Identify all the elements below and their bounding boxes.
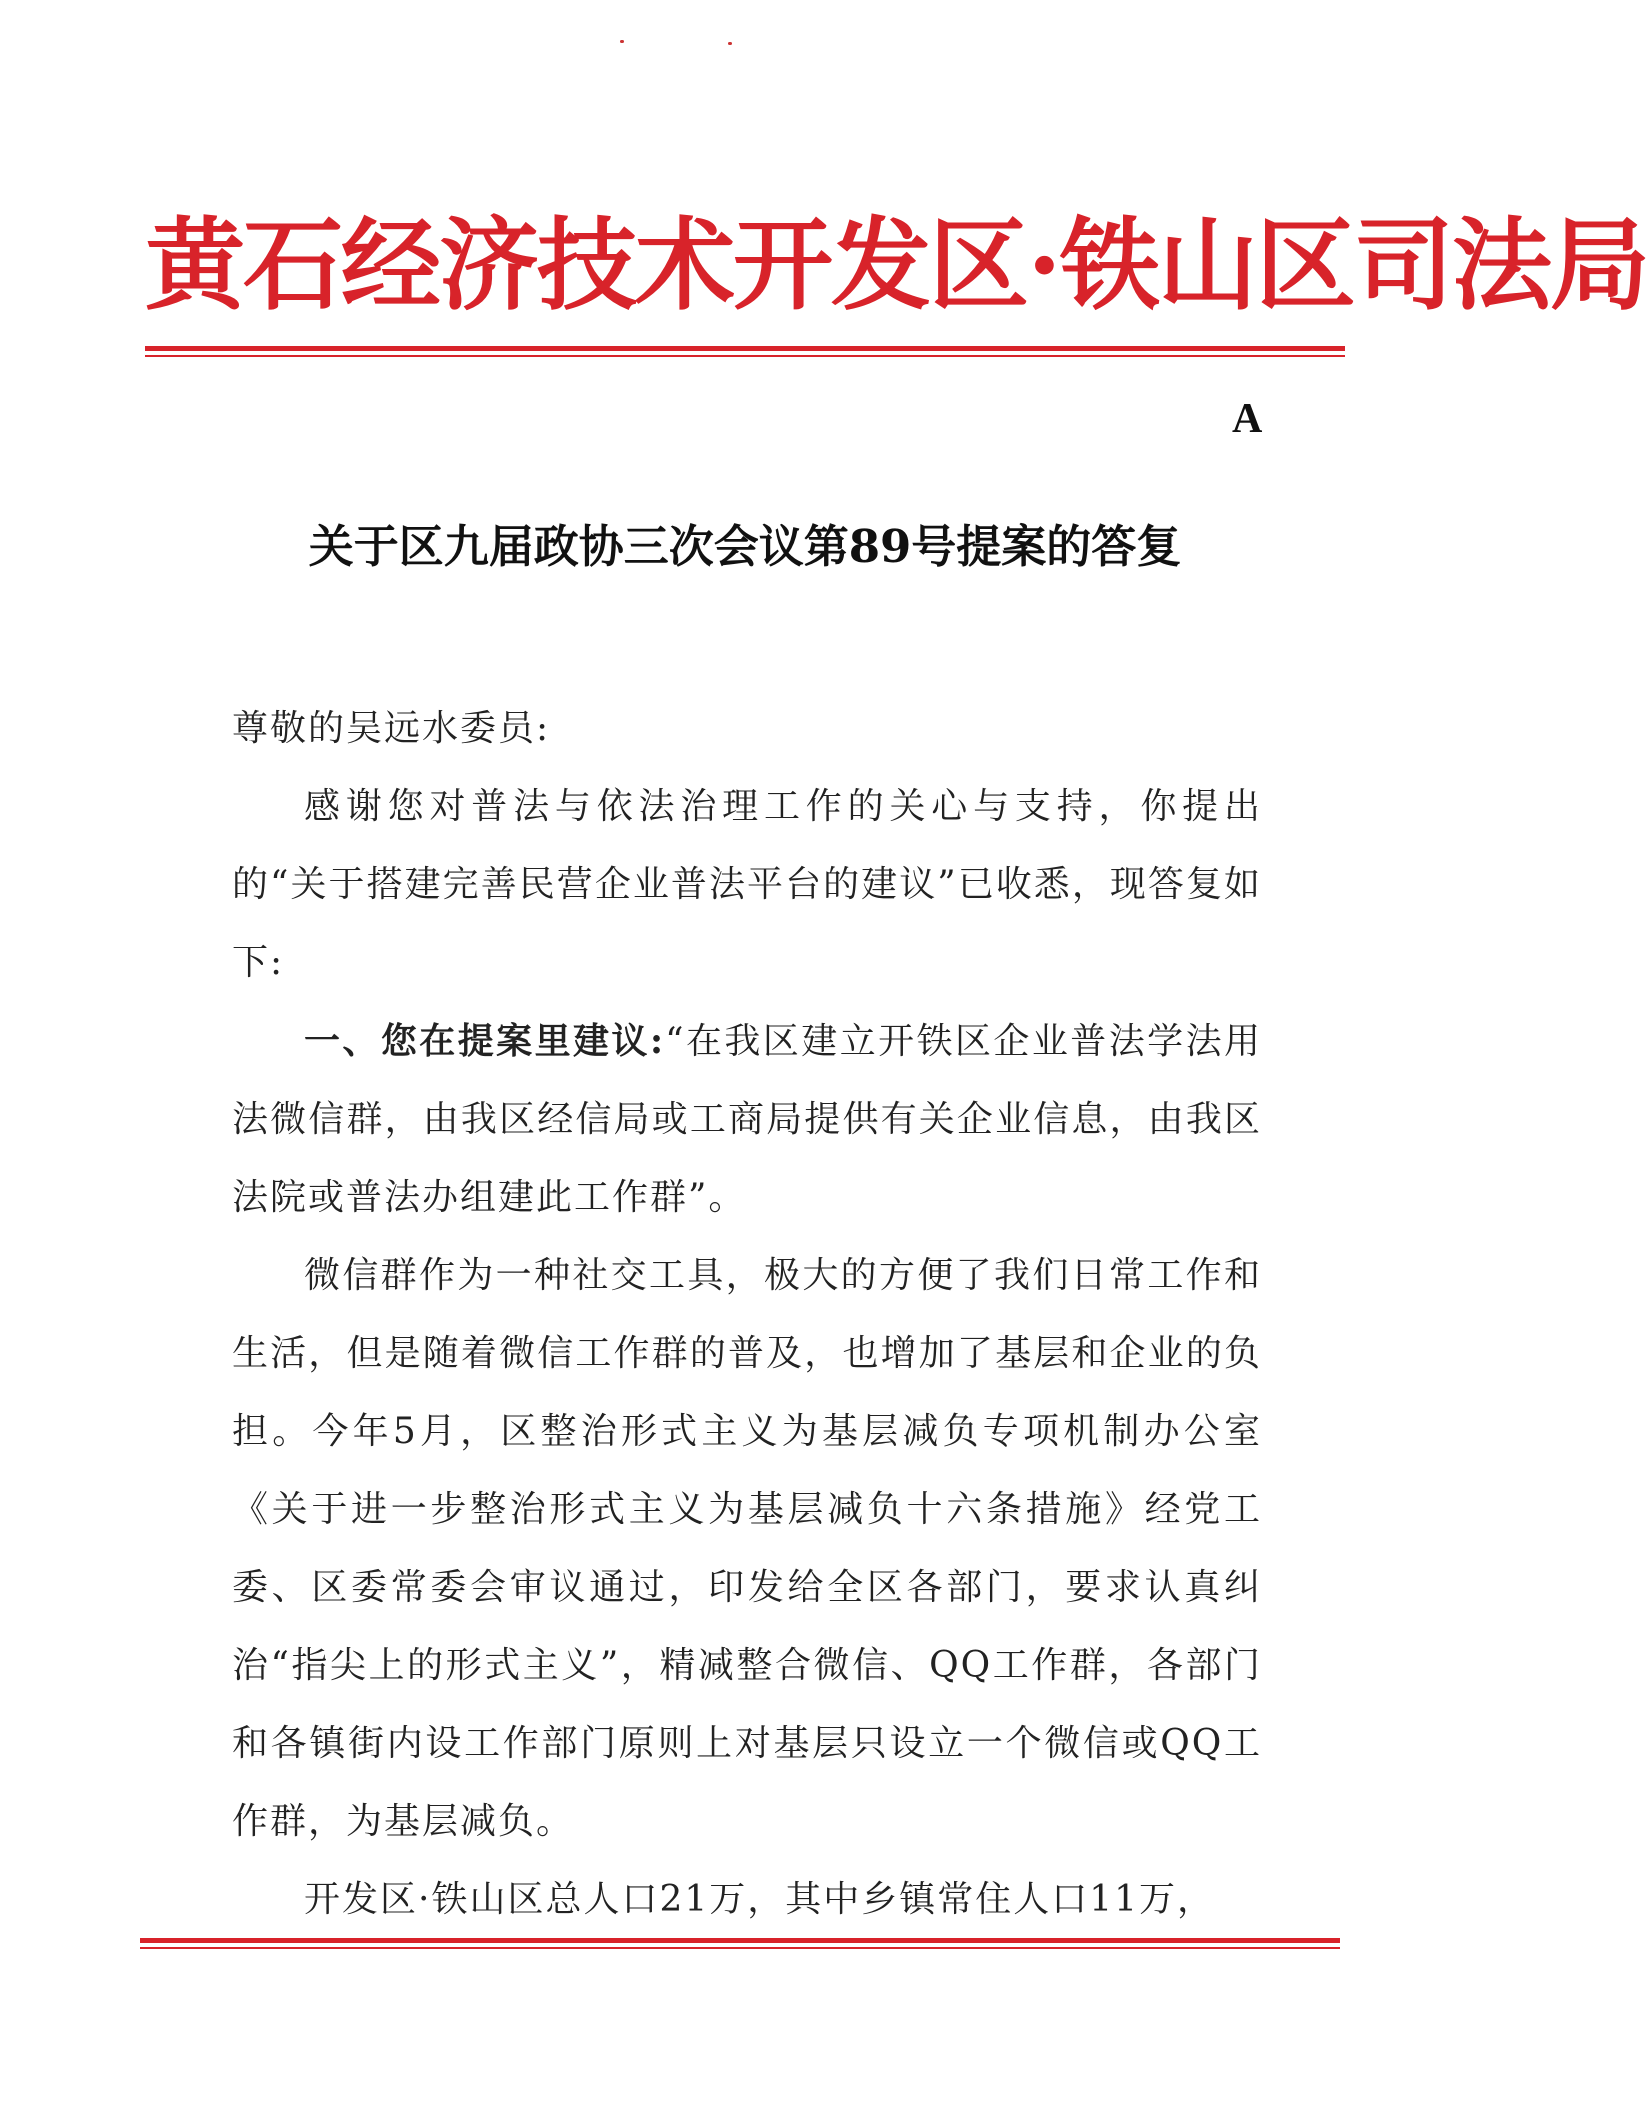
- grade-mark: A: [1232, 396, 1263, 442]
- point-one-quote: “在我区建立开铁区企业普法学法用法微信群，由我区经信局或工商局提供有关企业信息，由我区法院或普法办组建此工作群”。: [232, 1021, 1262, 1218]
- paragraph: 感谢您对普法与依法治理工作的关心与支持，你提出的“关于搭建完善民营企业普法平台的建议”已收悉，现答复如下:: [232, 786, 1262, 983]
- document-body: [232, 690, 1262, 1939]
- letterhead-org: 黄石经济技术开发区·铁山区司法局: [145, 206, 1648, 324]
- scan-mark: [728, 42, 732, 45]
- paragraph: 开发区·铁山区总人口21万，其中乡镇常住人口11万，: [304, 1879, 1216, 1920]
- salutation: 尊敬的吴远水委员:: [232, 708, 551, 749]
- document-title: 关于区九届政协三次会议第89号提案的答复: [308, 520, 1182, 573]
- letterhead-rule: [145, 346, 1345, 360]
- point-one-lead: 一、您在提案里建议:: [304, 1020, 666, 1062]
- paragraph-point-one: [232, 1002, 1262, 1237]
- paragraph: 微信群作为一种社交工具，极大的方便了我们日常工作和生活，但是随着微信工作群的普及，也增加了基层和企业的负担。今年5月，区整治形式主义为基层减负专项机制办公室《关于进一步整治形式主义为基层减负十六条措施》经党工委、区委常委会审议通过，印发给全区各部门，要求认真纠治“指尖上的形式主义”，精减整合微信、QQ工作群，各部门和各镇街内设工作部门原则上对基层只设立一个微信或QQ工作群，为基层减负。: [232, 1255, 1262, 1842]
- footer-rule: [140, 1938, 1340, 1952]
- scan-mark: [620, 40, 624, 43]
